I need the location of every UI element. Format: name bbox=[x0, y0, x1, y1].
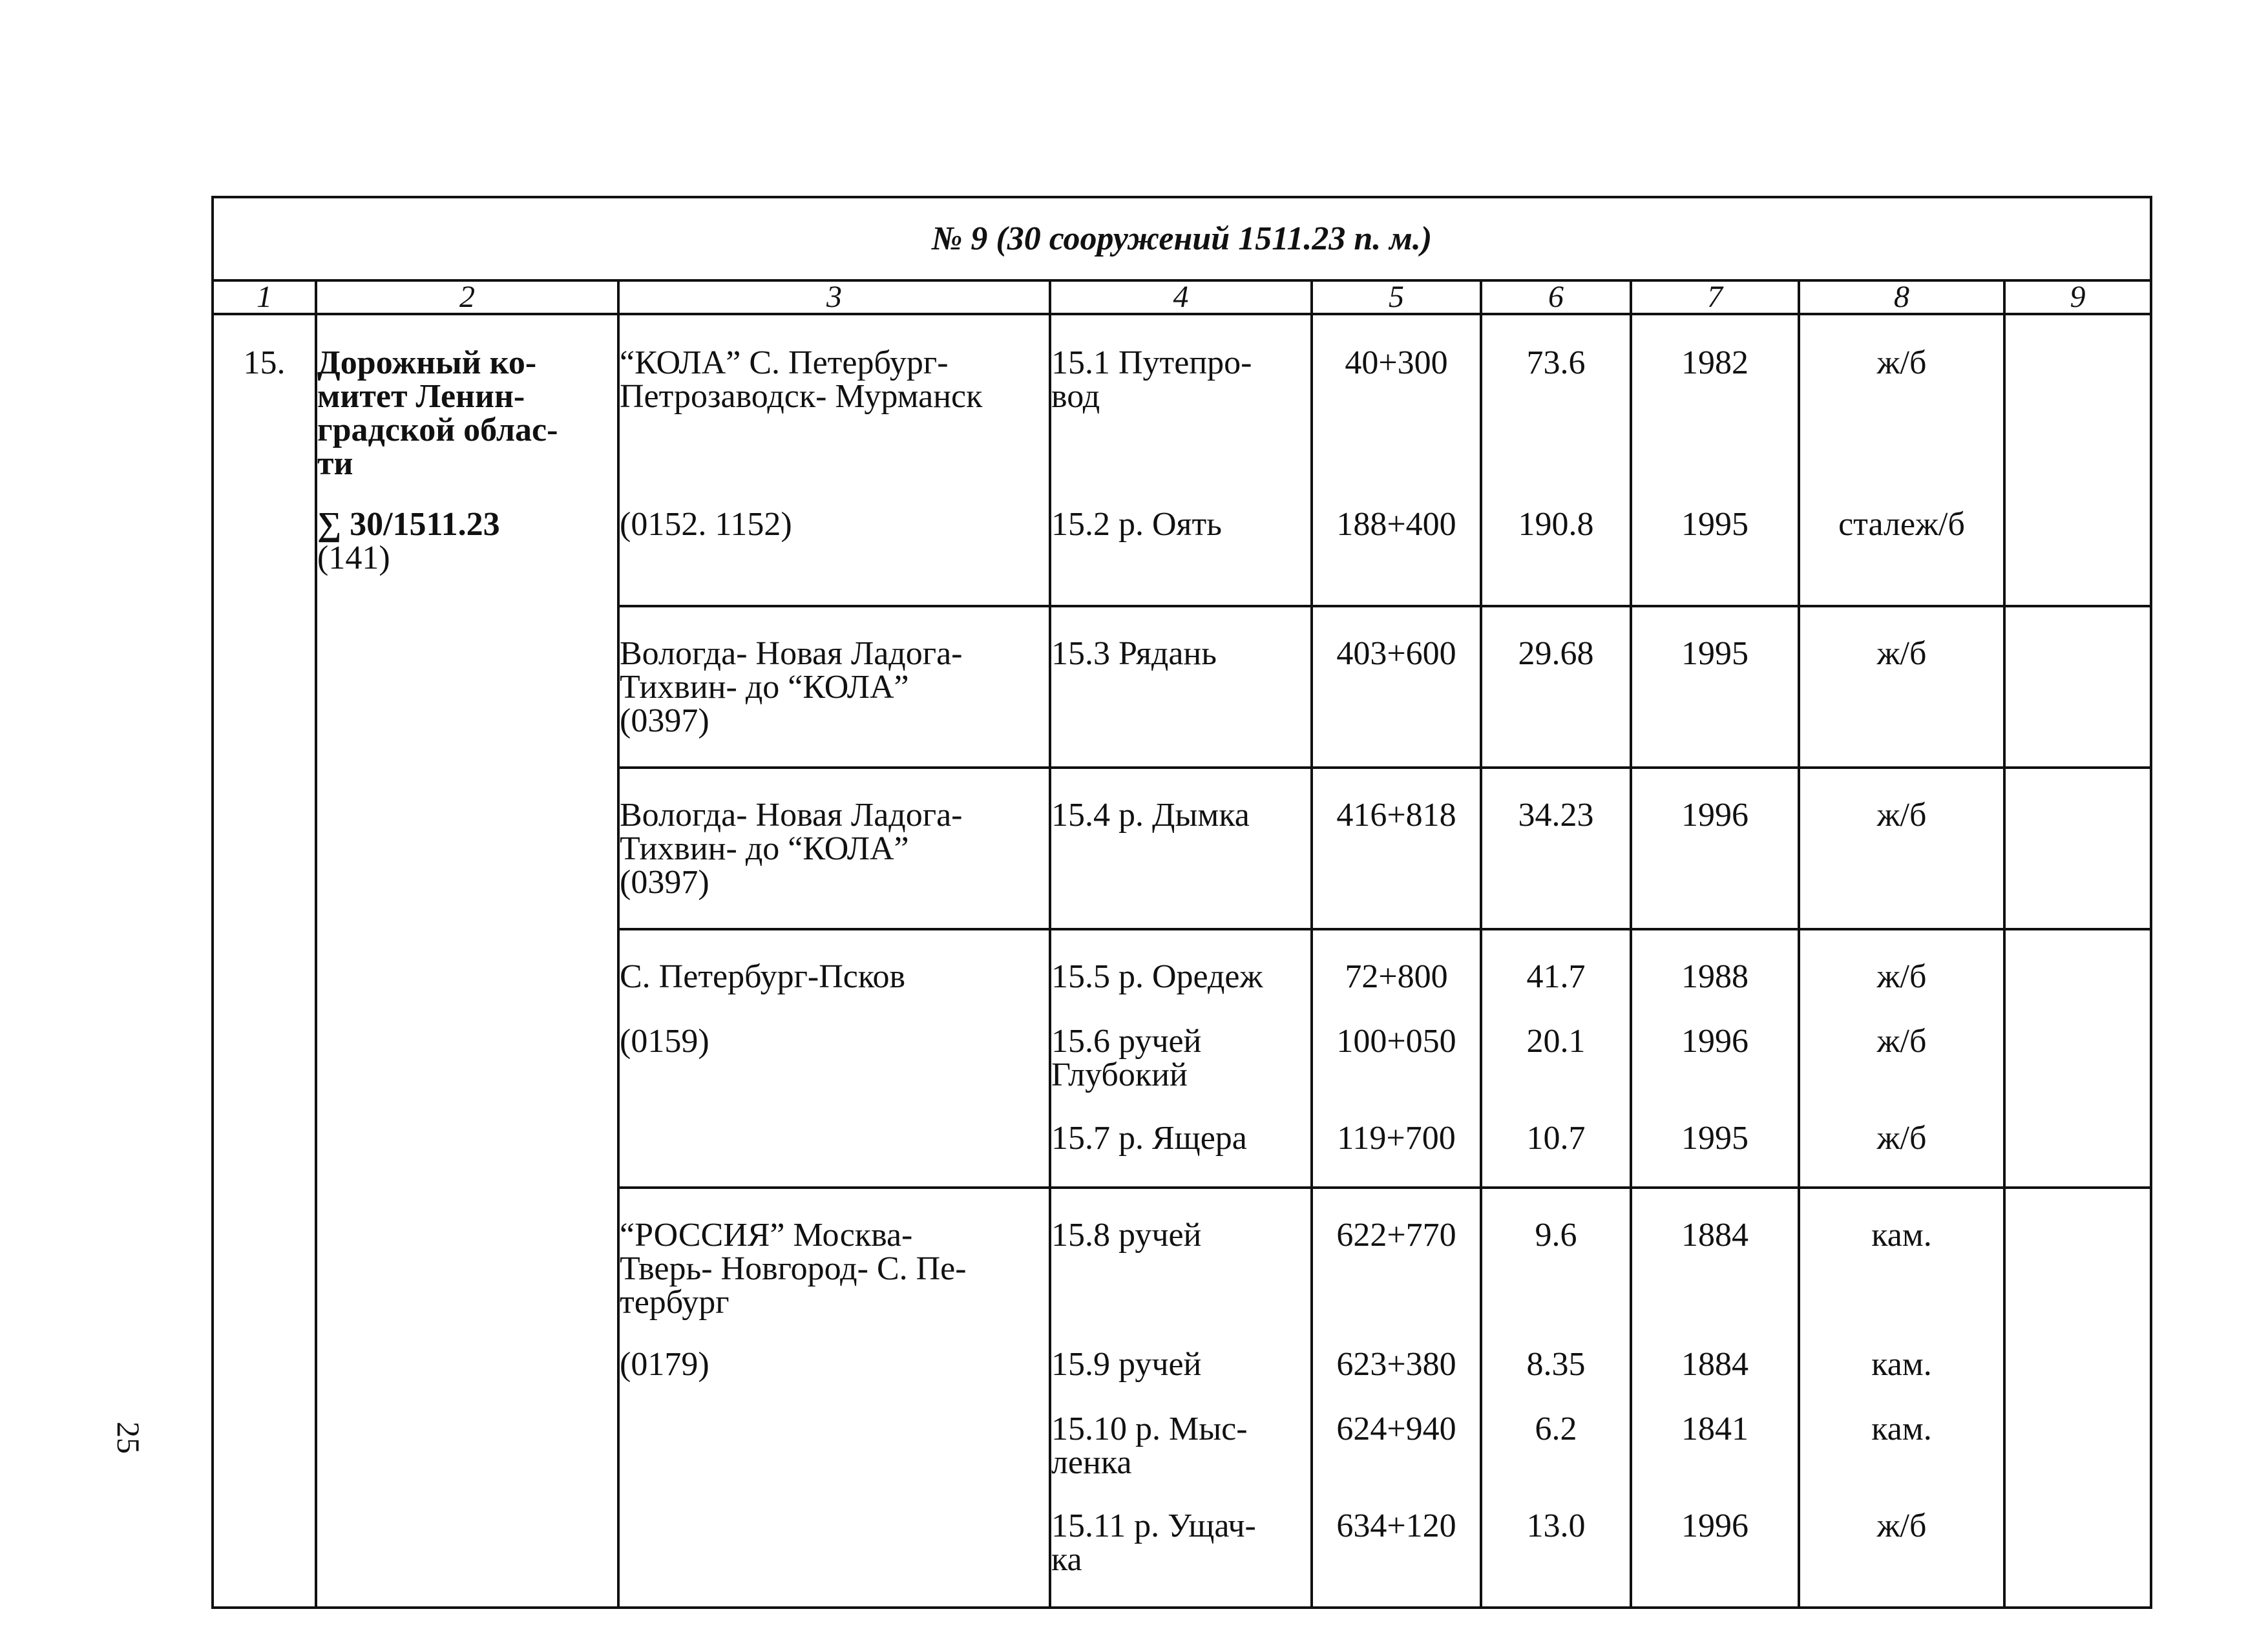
material-cell bbox=[1799, 768, 2004, 929]
structure-name-line: 15.8 ручей bbox=[1051, 1217, 1202, 1254]
year-value: 1996 bbox=[1681, 1023, 1748, 1060]
organization-name-line: градской облас- bbox=[317, 412, 558, 448]
road-line: С. Петербург-Псков bbox=[620, 958, 906, 995]
km-value: 624+940 bbox=[1336, 1411, 1456, 1447]
structure-name-line: Глубокий bbox=[1051, 1056, 1188, 1093]
material-value: ж/б bbox=[1876, 1507, 1927, 1544]
organization-cell bbox=[316, 314, 618, 1608]
km-value: 416+818 bbox=[1336, 797, 1456, 834]
length-value: 29.68 bbox=[1518, 635, 1594, 672]
column-number: 5 bbox=[1312, 280, 1481, 314]
structure-name-cell bbox=[1050, 314, 1312, 606]
table-title: № 9 (30 сооружений 1511.23 п. м.) bbox=[213, 197, 2151, 280]
column-number: 9 bbox=[2004, 280, 2151, 314]
material-value: кам. bbox=[1871, 1411, 1932, 1447]
year-cell bbox=[1631, 606, 1799, 768]
road-line: Тихвин- до “КОЛА” bbox=[620, 669, 909, 706]
structure-name-cell bbox=[1050, 768, 1312, 929]
column-number-row bbox=[213, 280, 2151, 314]
km-value: 623+380 bbox=[1336, 1346, 1456, 1383]
row-index: 15. bbox=[243, 344, 286, 381]
year-value: 1996 bbox=[1681, 797, 1748, 834]
length-value: 8.35 bbox=[1526, 1346, 1586, 1383]
structure-name-line: 15.2 р. Оять bbox=[1051, 506, 1222, 543]
road-line: Петрозаводск- Мурманск bbox=[620, 378, 983, 415]
note-cell bbox=[2004, 314, 2151, 606]
material-value: ж/б bbox=[1876, 958, 1927, 995]
road-code: (0159) bbox=[620, 1023, 709, 1060]
year-cell bbox=[1631, 314, 1799, 606]
material-cell bbox=[1799, 929, 2004, 1188]
material-cell bbox=[1799, 1188, 2004, 1608]
length-value: 10.7 bbox=[1526, 1120, 1586, 1157]
organization-sum: ∑ 30/1511.23 bbox=[317, 506, 500, 543]
year-value: 1995 bbox=[1681, 1120, 1748, 1157]
structure-name-cell bbox=[1050, 929, 1312, 1188]
road-code: (0152. 1152) bbox=[620, 506, 792, 543]
organization-name-line: Дорожный ко- bbox=[317, 344, 537, 381]
structure-name-line: 15.6 ручей bbox=[1051, 1023, 1202, 1060]
material-value: кам. bbox=[1871, 1346, 1932, 1383]
structure-name-line: 15.9 ручей bbox=[1051, 1346, 1202, 1383]
organization-name-line: митет Ленин- bbox=[317, 378, 525, 415]
column-number: 7 bbox=[1631, 280, 1799, 314]
year-value: 1884 bbox=[1681, 1346, 1748, 1383]
road-line: Вологда- Новая Ладога- bbox=[620, 797, 963, 834]
material-value: ж/б bbox=[1876, 635, 1927, 672]
material-value: сталеж/б bbox=[1838, 506, 1965, 543]
material-value: ж/б bbox=[1876, 797, 1927, 834]
length-value: 6.2 bbox=[1535, 1411, 1577, 1447]
km-value: 100+050 bbox=[1336, 1023, 1456, 1060]
km-value: 72+800 bbox=[1345, 958, 1448, 995]
year-cell bbox=[1631, 768, 1799, 929]
year-value: 1982 bbox=[1681, 344, 1748, 381]
km-value: 40+300 bbox=[1345, 344, 1448, 381]
year-value: 1884 bbox=[1681, 1217, 1748, 1254]
column-number: 2 bbox=[316, 280, 618, 314]
km-cell bbox=[1312, 1188, 1481, 1608]
length-value: 13.0 bbox=[1526, 1507, 1586, 1544]
road-line: Вологда- Новая Ладога- bbox=[620, 635, 963, 672]
km-value: 634+120 bbox=[1336, 1507, 1456, 1544]
road-cell bbox=[618, 606, 1050, 768]
material-value: ж/б bbox=[1876, 344, 1927, 381]
length-cell bbox=[1481, 1188, 1631, 1608]
road-line: (0397) bbox=[620, 702, 709, 739]
structure-name-line: ленка bbox=[1051, 1444, 1132, 1481]
structures-table bbox=[211, 196, 2152, 1609]
structure-name-line: 15.10 р. Мыс- bbox=[1051, 1411, 1248, 1447]
road-line: (0397) bbox=[620, 864, 709, 901]
year-value: 1996 bbox=[1681, 1507, 1748, 1544]
km-value: 119+700 bbox=[1337, 1120, 1456, 1157]
structure-name-line: 15.1 Путепро- bbox=[1051, 344, 1252, 381]
km-value: 622+770 bbox=[1336, 1217, 1456, 1254]
row-index-cell bbox=[213, 314, 316, 1608]
road-code: (0179) bbox=[620, 1346, 709, 1383]
year-value: 1995 bbox=[1681, 506, 1748, 543]
road-line: Тверь- Новгород- С. Пе- bbox=[620, 1250, 967, 1287]
year-value: 1988 bbox=[1681, 958, 1748, 995]
structure-name-line: 15.3 Рядань bbox=[1051, 635, 1217, 672]
km-cell bbox=[1312, 768, 1481, 929]
km-value: 403+600 bbox=[1336, 635, 1456, 672]
column-number: 8 bbox=[1799, 280, 2004, 314]
year-cell bbox=[1631, 929, 1799, 1188]
material-value: ж/б bbox=[1876, 1023, 1927, 1060]
year-value: 1995 bbox=[1681, 635, 1748, 672]
structure-name-line: 15.5 р. Оредеж bbox=[1051, 958, 1263, 995]
road-cell bbox=[618, 1188, 1050, 1608]
material-cell bbox=[1799, 606, 2004, 768]
organization-count: (141) bbox=[317, 540, 390, 576]
table-row bbox=[213, 314, 2151, 606]
column-number: 3 bbox=[618, 280, 1050, 314]
note-cell bbox=[2004, 606, 2151, 768]
structure-name-cell bbox=[1050, 606, 1312, 768]
structure-name-line: 15.11 р. Ущач- bbox=[1051, 1507, 1256, 1544]
length-value: 34.23 bbox=[1518, 797, 1594, 834]
length-value: 9.6 bbox=[1535, 1217, 1577, 1254]
road-line: тербург bbox=[620, 1284, 730, 1321]
road-cell bbox=[618, 929, 1050, 1188]
length-value: 73.6 bbox=[1526, 344, 1586, 381]
road-line: “КОЛА” С. Петербург- bbox=[620, 344, 949, 381]
length-value: 20.1 bbox=[1526, 1023, 1586, 1060]
structure-name-line: 15.7 р. Ящера bbox=[1051, 1120, 1247, 1157]
road-line: Тихвин- до “КОЛА” bbox=[620, 830, 909, 867]
length-cell bbox=[1481, 606, 1631, 768]
column-number: 4 bbox=[1050, 280, 1312, 314]
organization-name-line: ти bbox=[317, 445, 353, 482]
column-number: 6 bbox=[1481, 280, 1631, 314]
note-cell bbox=[2004, 929, 2151, 1188]
material-value: кам. bbox=[1871, 1217, 1932, 1254]
km-cell bbox=[1312, 929, 1481, 1188]
page-number: 25 bbox=[110, 1422, 147, 1454]
material-cell bbox=[1799, 314, 2004, 606]
road-cell bbox=[618, 314, 1050, 606]
material-value: ж/б bbox=[1876, 1120, 1927, 1157]
year-value: 1841 bbox=[1681, 1411, 1748, 1447]
structure-name-line: ка bbox=[1051, 1541, 1082, 1578]
km-value: 188+400 bbox=[1336, 506, 1456, 543]
km-cell bbox=[1312, 314, 1481, 606]
length-value: 41.7 bbox=[1526, 958, 1586, 995]
year-cell bbox=[1631, 1188, 1799, 1608]
column-number: 1 bbox=[213, 280, 316, 314]
road-cell bbox=[618, 768, 1050, 929]
note-cell bbox=[2004, 1188, 2151, 1608]
note-cell bbox=[2004, 768, 2151, 929]
km-cell bbox=[1312, 606, 1481, 768]
length-cell bbox=[1481, 314, 1631, 606]
road-line: “РОССИЯ” Москва- bbox=[620, 1217, 913, 1254]
length-value: 190.8 bbox=[1518, 506, 1594, 543]
length-cell bbox=[1481, 929, 1631, 1188]
structure-name-line: вод bbox=[1051, 378, 1100, 415]
structure-name-cell bbox=[1050, 1188, 1312, 1608]
structure-name-line: 15.4 р. Дымка bbox=[1051, 797, 1250, 834]
length-cell bbox=[1481, 768, 1631, 929]
